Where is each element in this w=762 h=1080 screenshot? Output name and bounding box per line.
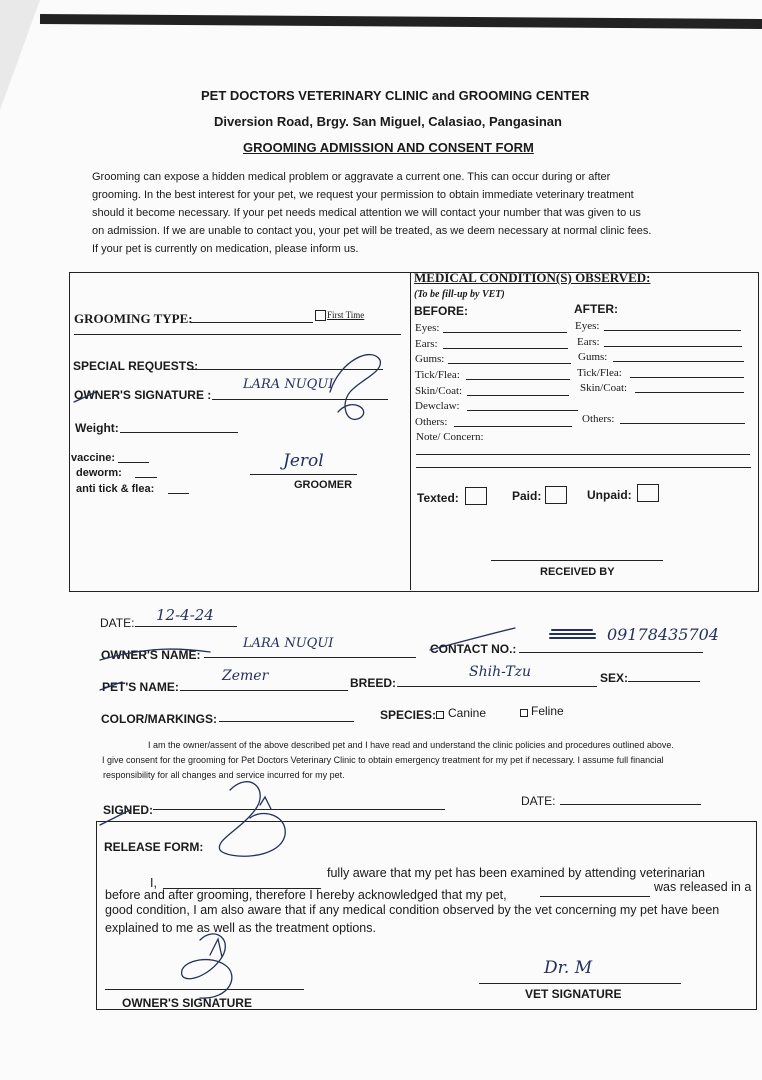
intro-line: Grooming can expose a hidden medical problem or aggravate a current one. This can occur during or after [92,171,611,183]
texted-label: Texted: [417,491,459,505]
after-ears: Ears: [577,336,600,348]
breed-label: BREED: [350,676,397,690]
before-skin: Skin/Coat: [415,385,463,397]
clinic-address: Diversion Road, Brgy. San Miguel, Calasiao, Pangasinan [214,114,562,129]
release-line4: explained to me as well as the treatment options. [105,921,376,935]
release-line2-b: was released in a [654,880,752,894]
vet-signature-label: VET SIGNATURE [525,987,622,1001]
before-dewclaw: Dewclaw: [415,400,460,412]
release-owner-signature-label: OWNER'S SIGNATURE [122,996,252,1010]
release-line2-a: before and after grooming, therefore I hereby acknowledged that my pet, [105,888,507,902]
species-label: SPECIES: [380,708,437,722]
received-by-label: RECEIVED BY [540,566,615,578]
intro-line: on admission. If we are unable to contact you, your pet will be treated, as we deem necessary at normal clinic fees. [92,225,652,237]
owner-name-value: LARA NUQUI [243,636,334,651]
note-concern: Note/ Concern: [416,431,484,443]
owner-name-label: OWNER'S NAME: [101,648,201,662]
intro-line: If your pet is currently on medication, please inform us. [92,243,359,255]
release-line3: good condition, I am also aware that if any medical condition observed by the vet concerning my pet have been [105,903,720,917]
anti-tick-label: anti tick & flea: [76,483,155,495]
release-title: RELEASE FORM: [104,840,204,854]
owner-signature-tick [74,392,96,402]
deworm-label: deworm: [76,467,122,479]
vaccine-label: vaccine: [71,452,116,464]
consent-signature [219,782,285,857]
owner-signature-label: OWNER'S SIGNATURE : [74,388,212,402]
after-label: AFTER: [574,302,618,316]
form-title: GROOMING ADMISSION AND CONSENT FORM [243,140,534,155]
owner-signature-value: LARA NUQUI [243,377,334,392]
signed-date-label: DATE: [521,794,556,808]
consent-line: responsibility for all changes and service incurred for my pet. [103,770,345,780]
contact-value: 09178435704 [607,625,719,644]
vet-signature-value: Dr. M [544,958,593,978]
before-label: BEFORE: [414,304,468,318]
date-label: DATE: [100,616,135,630]
intro-line: should it become necessary. If your pet needs medical attention we will contact your number that was given to us [92,207,641,219]
grooming-type-label: GROOMING TYPE: [74,311,193,326]
before-tick: Tick/Flea: [415,369,460,381]
after-gums: Gums: [578,351,608,363]
signed-tick [100,810,130,825]
release-line1-a: I, [150,876,157,890]
date-value: 12-4-24 [156,606,214,624]
feline-label: Feline [531,704,564,718]
after-skin: Skin/Coat: [580,382,628,394]
unpaid-label: Unpaid: [587,488,632,502]
after-eyes: Eyes: [575,320,600,332]
breed-value: Shih-Tzu [469,664,532,680]
before-others: Others: [415,416,448,428]
owner-signature-scribble [330,355,380,420]
consent-line: I am the owner/assent of the above described pet and I have read and understand the clinic policies and procedures outlined above. [148,740,674,750]
pet-name-value: Zemer [222,668,269,684]
pet-name-label: PET'S NAME: [102,680,179,694]
after-others: Others: [582,413,615,425]
after-tick: Tick/Flea: [577,367,622,379]
paid-label: Paid: [512,489,542,503]
intro-line: grooming. In the best interest for your pet, we request your permission to obtain immediate veterinary treatment [92,189,634,201]
contact-label: CONTACT NO.: [430,642,517,656]
canine-label: Canine [448,706,487,720]
contact-tick [430,628,515,650]
groomer-signature-value: Jerol [283,451,324,471]
medical-subtitle: (To be fill-up by VET) [414,289,505,300]
before-ears: Ears: [415,338,438,350]
first-time-label: First Time [327,310,365,320]
consent-line: I give consent for the grooming for Pet Doctors Veterinary Clinic to obtain emergency treatment for my pet if necessary. I assume full financial [102,755,664,765]
clinic-name: PET DOCTORS VETERINARY CLINIC and GROOMING CENTER [201,88,590,103]
weight-label: Weight: [75,421,119,435]
medical-title: MEDICAL CONDITION(S) OBSERVED: [414,270,651,285]
before-gums: Gums: [415,353,445,365]
sex-label: SEX: [600,671,629,685]
color-label: COLOR/MARKINGS: [101,712,217,726]
groomer-label: GROOMER [294,479,353,491]
release-line1-b: fully aware that my pet has been examined by attending veterinarian [327,866,706,880]
signed-label: SIGNED: [103,803,154,817]
contact-redaction [550,630,595,638]
before-eyes: Eyes: [415,322,440,334]
owner-name-tick [100,649,210,660]
release-owner-signature [182,934,232,998]
pet-name-tick [100,682,122,690]
special-requests-label: SPECIAL REQUESTS: [73,359,199,373]
